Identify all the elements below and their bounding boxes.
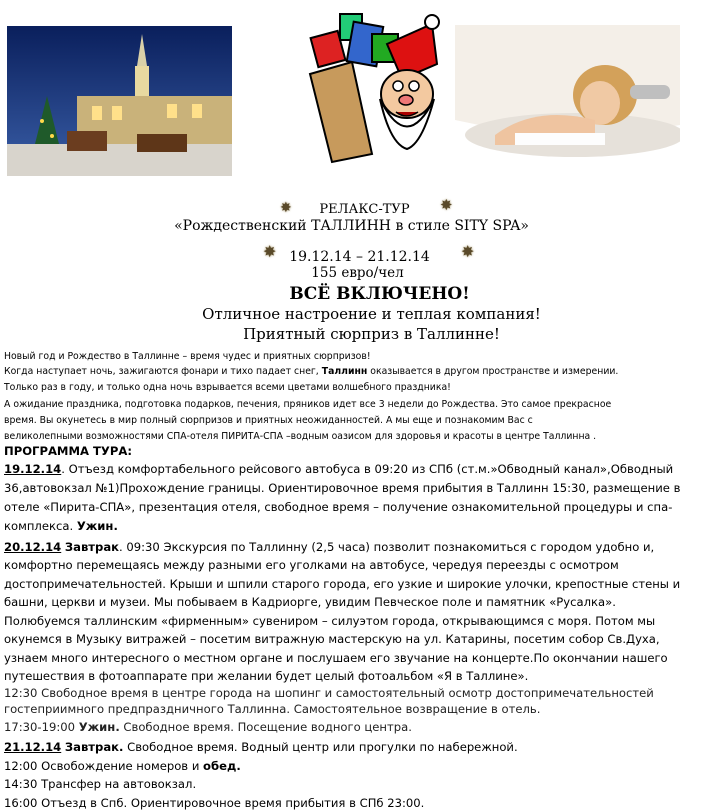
star-ornament-icon: ✸ [461,242,475,261]
day2-line: 12:30 Свободное время в центре города на шопинг и самостоятельный осмотр достопримечательностей [4,686,654,700]
intro-line: великолепными возможностями СПА-отеля ПИРИТА-СПА –водным оазисом для здоровья и красоты в центре Таллинна . [4,431,597,442]
day3-line: 14:30 Трансфер на автовокзал. [4,777,197,791]
intro-line: время. Вы окунетесь в мир полный сюрпризов и приятных неожиданностей. А мы еще и познакомим Вас с [4,415,533,426]
day1-line: комплекса. Ужин. [4,519,118,533]
day2-line: гостеприимного предпраздничного Таллинна. Самостоятельное возвращение в отель. [4,702,541,716]
day2-line: узнаем много интересного о местном органе и послушаем его звучание на концерте.По окончании нашего [4,651,668,665]
day1-date: 19.12.14 [4,462,62,476]
day2-line: башни, церкви и музеи. Мы побываем в Кадриорге, увидим Певческое поле и памятник «Русалка». [4,595,616,609]
day2-line: Полюбуемся таллинским «фирменным» сувениром – силуэтом города, открывающимся с моря. Потом мы [4,614,656,628]
day3-line: 16:00 Отъезд в Спб. Ориентировочное время прибытия в СПб 23:00. [4,796,425,810]
day3-line: 21.12.14 Завтрак. Свободное время. Водный центр или прогулки по набережной. [4,740,518,754]
santa-with-gift-bag-cartoon [292,4,452,164]
day2-line: путешествия в фотоаппарате при желании будет целый фотоальбом «Я в Таллине». [4,669,529,683]
intro-line: Новый год и Рождество в Таллинне – время чудес и приятных сюрпризов! [4,351,371,362]
day2-date: 20.12.14 [4,540,62,554]
day3-date: 21.12.14 [4,740,62,754]
day2-line: 20.12.14 Завтрак. 09:30 Экскурсия по Таллинну (2,5 часа) позволит познакомиться с городом удобно и, [4,540,655,554]
tour-price: 155 евро/чел [311,265,404,281]
intro-line: А ожидание праздника, подготовка подарков, печения, пряников идет все 3 недели до Рождества. Это самое прекрасное [4,399,612,410]
intro-line: Только раз в году, и только одна ночь взрывается всеми цветами волшебного праздника! [4,382,451,393]
day1-line: 19.12.14. Отъезд комфортабельного рейсового автобуса в 09:20 из СПб (ст.м.»Обводный канал»,Обводный [4,462,674,476]
all-inclusive-headline: ВСЁ ВКЛЮЧЕНО! [289,284,470,304]
program-heading: ПРОГРАММА ТУРА: [4,444,132,458]
day3-line: 12:00 Освобождение номеров и обед. [4,759,241,773]
day2-line: достопримечательностей. Крыши и шпили старого города, его узкие и широкие улочки, крепостные стены и [4,577,681,591]
day2-line: окунемся в Музыку витражей – посетим витражную мастерскую на ул. Катарины, посетим собор Св.Духа, [4,632,660,646]
day1-line: отеле «Пирита-СПА», презентация отеля, свободное время – получение ознакомительной процедуры и спа- [4,500,673,514]
surprise-slogan: Приятный сюрприз в Таллинне! [243,325,500,343]
day2-line: комфортно перемещаясь между разными его уголками на автобусе, чередуя переезды с осмотром [4,558,619,572]
star-ornament-icon: ✸ [440,196,453,214]
day2-line: 17:30-19:00 Ужин. Свободное время. Посещение водного центра. [4,720,412,734]
tour-title: «Рождественский ТАЛЛИНН в стиле SITY SPA» [174,218,529,234]
star-ornament-icon: ✸ [280,200,292,216]
tour-type: РЕЛАКС-ТУР [319,202,410,217]
mood-slogan: Отличное настроение и теплая компания! [202,305,541,323]
day1-line: 36,автовокзал №1)Прохождение границы. Ориентировочное время прибытия в Таллинн 15:30, размещение в [4,481,681,495]
tour-dates: 19.12.14 – 21.12.14 [289,249,430,265]
tallinn-christmas-market-photo [7,26,232,176]
star-ornament-icon: ✸ [263,242,277,261]
woman-in-spa-bath-photo [455,25,680,175]
intro-line: Когда наступает ночь, зажигаются фонари и тихо падает снег, Таллинн оказывается в другом пространстве и измерении. [4,366,619,377]
